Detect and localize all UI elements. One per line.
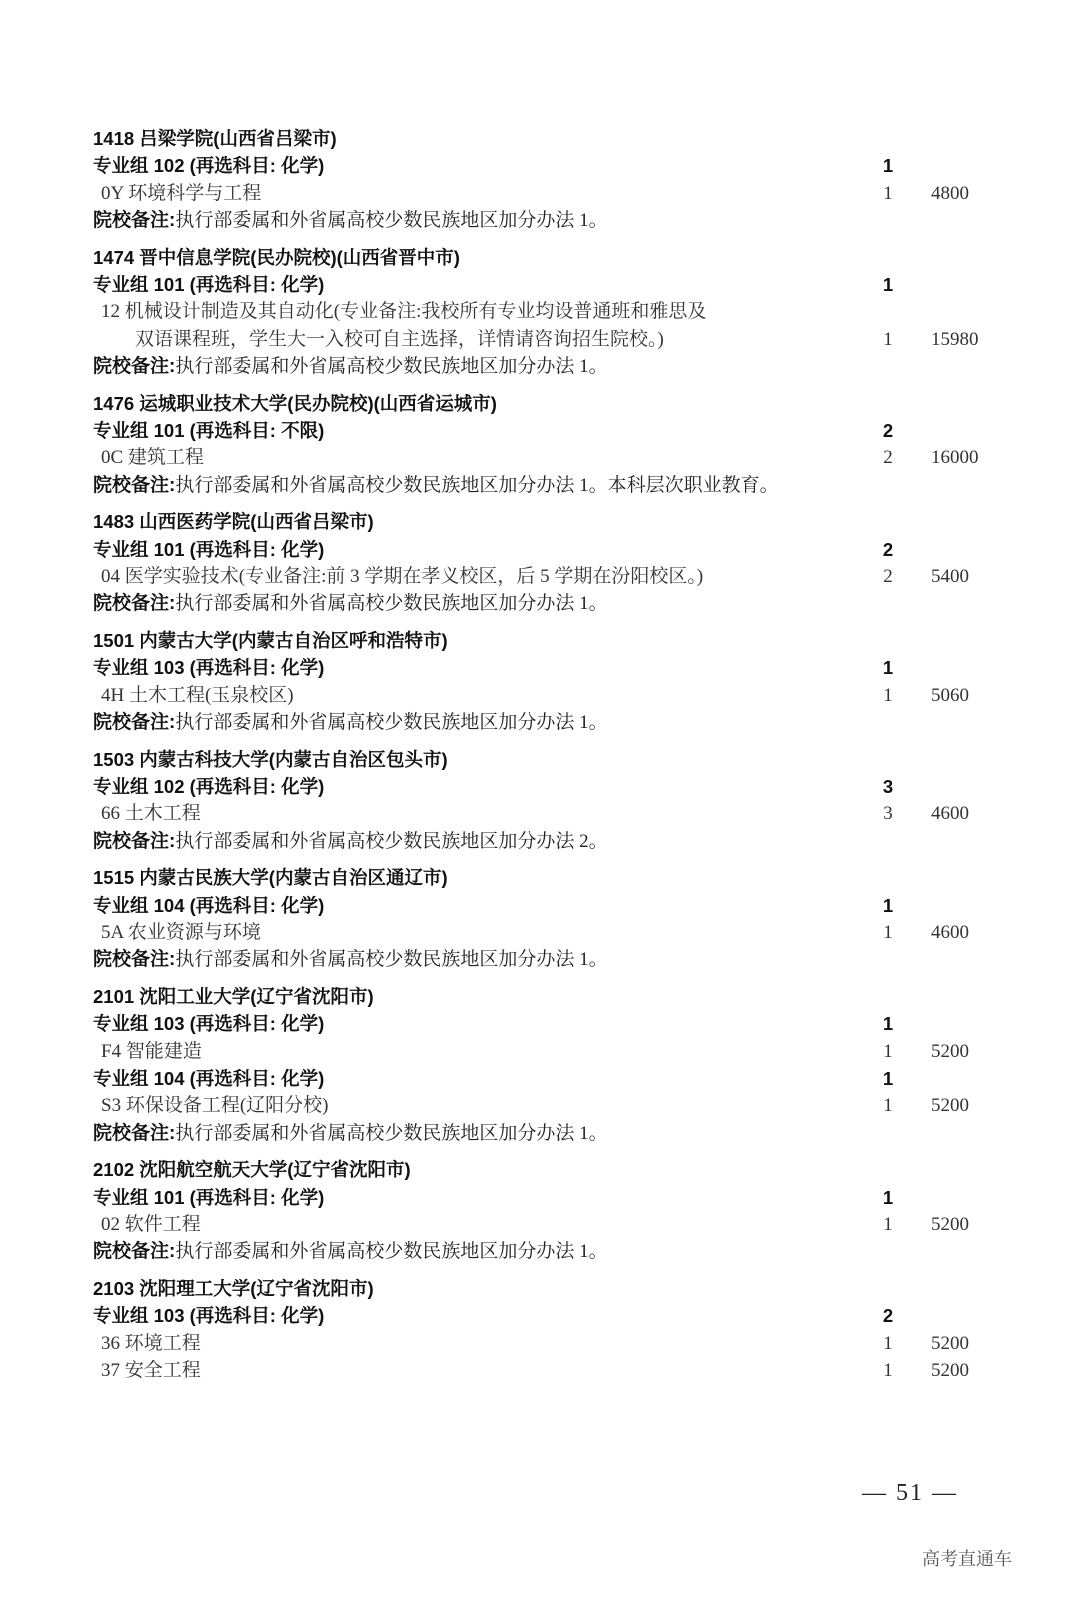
school-note-label: 院校备注:: [93, 593, 176, 615]
school-block: [93, 244, 1013, 390]
major-group-label: 专业组 102 (再选科目: 化学): [93, 155, 325, 177]
major-group-label: 专业组 104 (再选科目: 化学): [93, 894, 325, 916]
major-plan-count: 1: [883, 684, 893, 706]
school-block: [93, 1275, 1013, 1394]
group-plan-count: 2: [882, 419, 894, 441]
major-group-row: [93, 773, 1013, 800]
school-note-text: 执行部委属和外省属高校少数民族地区加分办法 1。: [175, 1241, 608, 1263]
major-name: F4 智能建造: [101, 1040, 202, 1062]
major-group-row: [93, 1184, 1013, 1211]
school-note-label: 院校备注:: [93, 209, 176, 231]
major-row: [93, 1211, 1013, 1238]
group-plan-count: 1: [882, 894, 894, 916]
school-header: 1476 运城职业技术大学(民办院校)(山西省运城市): [93, 392, 497, 414]
school-header: 1418 吕梁学院(山西省吕梁市): [93, 128, 337, 149]
school-note: [93, 1238, 1013, 1265]
major-plan-count: 1: [883, 1095, 893, 1117]
tuition-fee: 5060: [931, 684, 969, 706]
group-plan-count: 1: [882, 155, 894, 177]
tuition-fee: 4600: [931, 803, 969, 825]
major-group-label: 专业组 104 (再选科目: 化学): [93, 1068, 325, 1089]
school-header: 1501 内蒙古大学(内蒙古自治区呼和浩特市): [93, 630, 448, 652]
major-group-label: 专业组 103 (再选科目: 化学): [93, 657, 325, 679]
admission-plan-list: [93, 125, 1013, 1394]
group-plan-count: 1: [882, 1068, 894, 1089]
major-group-label: 专业组 103 (再选科目: 化学): [93, 1305, 325, 1327]
section-gap: [93, 234, 1013, 244]
school-note: [93, 709, 1013, 736]
school-header: 1474 晋中信息学院(民办院校)(山西省晋中市): [93, 246, 460, 268]
school-note: [93, 590, 1013, 617]
major-plan-count: 3: [883, 803, 893, 825]
school-note: [93, 1120, 1013, 1147]
major-row: [93, 444, 1013, 471]
school-note-label: 院校备注:: [93, 949, 176, 971]
major-name: S3 环保设备工程(辽阳分校): [101, 1095, 329, 1117]
school-header: 1515 内蒙古民族大学(内蒙古自治区通辽市): [93, 867, 448, 889]
major-name: 36 环境工程: [101, 1332, 201, 1354]
major-group-label: 专业组 101 (再选科目: 化学): [93, 1186, 325, 1208]
major-name: 5A 农业资源与环境: [101, 922, 261, 944]
major-group-label: 专业组 101 (再选科目: 化学): [93, 273, 325, 295]
major-plan-count: 1: [883, 1040, 893, 1062]
section-gap: [93, 499, 1013, 509]
tuition-fee: 15980: [931, 328, 979, 350]
group-plan-count: 1: [882, 1186, 894, 1208]
group-plan-count: 1: [882, 273, 894, 295]
page-number: — 51 —: [862, 1480, 958, 1506]
school-note-text: 执行部委属和外省属高校少数民族地区加分办法 1。: [175, 711, 608, 733]
major-plan-count: 1: [883, 1359, 893, 1381]
major-group-row: [93, 1065, 1013, 1092]
group-plan-count: 3: [882, 776, 894, 798]
school-block: [93, 864, 1013, 983]
school-note-text: 执行部委属和外省属高校少数民族地区加分办法 2。: [175, 830, 608, 852]
major-group-row: [93, 1010, 1013, 1037]
major-group-label: 专业组 103 (再选科目: 化学): [93, 1013, 325, 1035]
major-name: 66 土木工程: [101, 803, 201, 825]
school-header: 1503 内蒙古科技大学(内蒙古自治区包头市): [93, 748, 448, 770]
section-gap: [93, 380, 1013, 390]
school-header: 2103 沈阳理工大学(辽宁省沈阳市): [93, 1278, 374, 1300]
tuition-fee: 5200: [931, 1332, 969, 1354]
major-name: 04 医学实验技术(专业备注:前 3 学期在孝义校区，后 5 学期在汾阳校区。): [101, 565, 704, 587]
school-note-label: 院校备注:: [93, 711, 176, 733]
group-plan-count: 1: [882, 657, 894, 679]
tuition-fee: 16000: [931, 447, 979, 469]
major-name: 02 软件工程: [101, 1213, 201, 1235]
school-header: 2102 沈阳航空航天大学(辽宁省沈阳市): [93, 1159, 411, 1181]
section-gap: [93, 736, 1013, 746]
section-gap: [93, 618, 1013, 628]
major-plan-count: 2: [883, 447, 893, 469]
major-name: 37 安全工程: [101, 1359, 201, 1381]
tuition-fee: 5200: [931, 1095, 969, 1117]
school-block: [93, 627, 1013, 746]
school-note: [93, 472, 1013, 499]
major-row: [93, 563, 1013, 590]
school-block: [93, 390, 1013, 509]
group-plan-count: 2: [882, 1305, 894, 1327]
section-gap: [93, 1266, 1013, 1276]
school-note: [93, 207, 1013, 234]
major-row: [93, 682, 1013, 709]
school-block: [93, 983, 1013, 1156]
school-note-text: 执行部委属和外省属高校少数民族地区加分办法 1。: [175, 209, 608, 231]
tuition-fee: 5400: [931, 565, 969, 587]
major-plan-count: 1: [883, 1332, 893, 1354]
school-note-label: 院校备注:: [93, 830, 176, 852]
major-group-row: [93, 417, 1013, 444]
major-group-row: [93, 892, 1013, 919]
section-gap: [93, 1384, 1013, 1394]
school-note-text: 执行部委属和外省属高校少数民族地区加分办法 1。: [175, 593, 608, 615]
major-name: 12 机械设计制造及其自动化(专业备注:我校所有专业均设普通班和雅思及: [101, 301, 707, 323]
major-plan-count: 1: [883, 922, 893, 944]
major-group-row: [93, 271, 1013, 298]
school-block: [93, 508, 1013, 627]
major-group-row: [93, 1302, 1013, 1329]
school-note-text: 执行部委属和外省属高校少数民族地区加分办法 1。: [175, 355, 608, 377]
major-row: [93, 180, 1013, 207]
group-plan-count: 2: [882, 538, 894, 560]
tuition-fee: 4800: [931, 182, 969, 204]
tuition-fee: 4600: [931, 922, 969, 944]
school-block: [93, 1156, 1013, 1275]
school-note-label: 院校备注:: [93, 355, 176, 377]
tuition-fee: 5200: [931, 1359, 969, 1381]
tuition-fee: 5200: [931, 1040, 969, 1062]
major-row: [93, 1357, 1013, 1384]
major-row: [93, 1092, 1013, 1119]
major-group-label: 专业组 102 (再选科目: 化学): [93, 776, 325, 798]
major-group-row: [93, 536, 1013, 563]
major-name: 4H 土木工程(玉泉校区): [101, 684, 294, 706]
school-note: [93, 946, 1013, 973]
major-group-row: [93, 152, 1013, 179]
major-plan-count: 1: [883, 328, 893, 350]
major-group-label: 专业组 101 (再选科目: 化学): [93, 538, 325, 560]
major-plan-count: 2: [883, 565, 893, 587]
school-note-text: 执行部委属和外省属高校少数民族地区加分办法 1。本科层次职业教育。: [175, 474, 779, 496]
major-plan-count: 1: [883, 182, 893, 204]
major-name: 0C 建筑工程: [101, 447, 204, 469]
major-row: [93, 919, 1013, 946]
major-name: 0Y 环境科学与工程: [101, 182, 262, 204]
section-gap: [93, 974, 1013, 984]
watermark: 高考直通车: [922, 1549, 1012, 1570]
major-row: [93, 298, 1013, 325]
school-block: [93, 125, 1013, 244]
school-note: [93, 353, 1013, 380]
tuition-fee: 5200: [931, 1213, 969, 1235]
major-name: 双语课程班，学生大一入校可自主选择，详情请咨询招生院校。): [135, 328, 664, 350]
major-row: [93, 800, 1013, 827]
school-note-label: 院校备注:: [93, 474, 176, 496]
major-row: [93, 326, 1013, 353]
school-header: 1483 山西医药学院(山西省吕梁市): [93, 511, 374, 533]
major-group-row: [93, 654, 1013, 681]
school-block: [93, 746, 1013, 865]
major-row: [93, 1330, 1013, 1357]
school-note-label: 院校备注:: [93, 1241, 176, 1263]
section-gap: [93, 1147, 1013, 1157]
school-header: 2101 沈阳工业大学(辽宁省沈阳市): [93, 986, 374, 1008]
school-note-text: 执行部委属和外省属高校少数民族地区加分办法 1。: [175, 949, 608, 971]
school-note-text: 执行部委属和外省属高校少数民族地区加分办法 1。: [175, 1122, 608, 1144]
section-gap: [93, 855, 1013, 865]
group-plan-count: 1: [882, 1013, 894, 1035]
major-row: [93, 1038, 1013, 1065]
school-note-label: 院校备注:: [93, 1122, 176, 1144]
school-note: [93, 828, 1013, 855]
major-plan-count: 1: [883, 1213, 893, 1235]
major-group-label: 专业组 101 (再选科目: 不限): [93, 419, 325, 441]
